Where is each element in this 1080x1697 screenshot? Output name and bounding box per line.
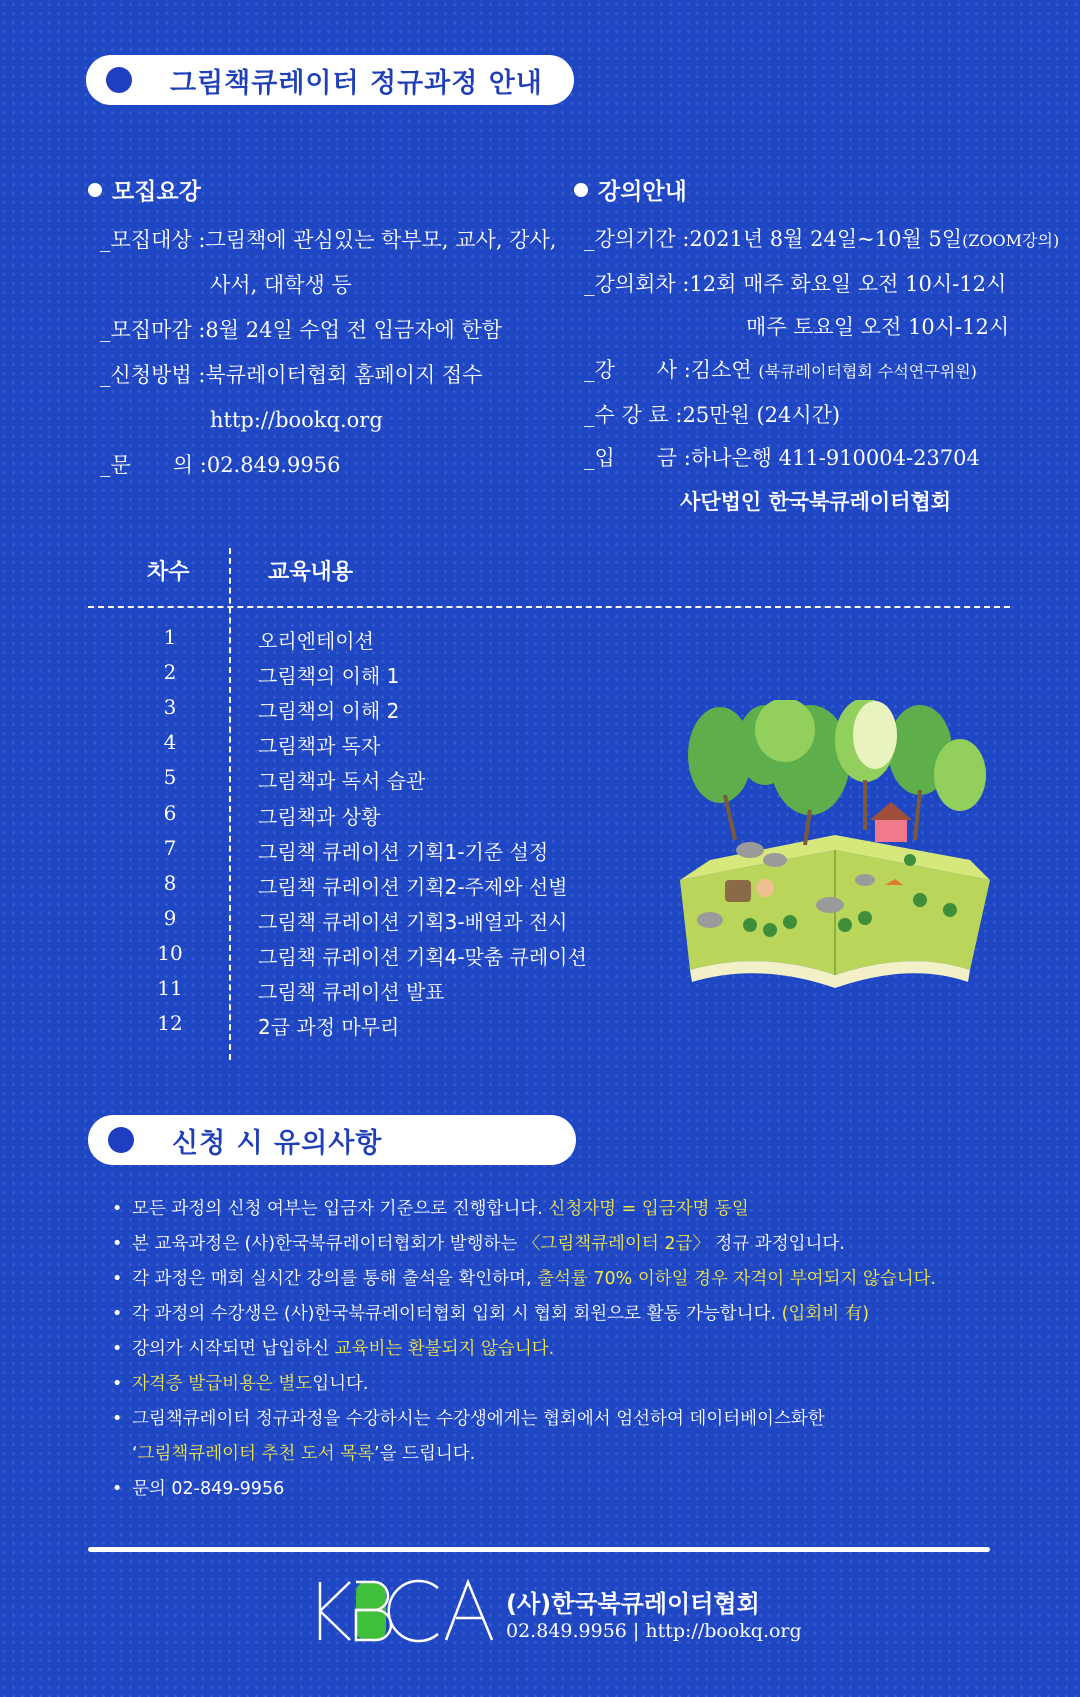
notice-title: 신청 시 유의사항 [172, 1127, 383, 1159]
course-title: 그림책 큐레이션 발표 [258, 980, 445, 1004]
bullet-icon: • [112, 1479, 123, 1499]
recruit-info [100, 218, 556, 488]
footer-contact[interactable]: 02.849.9956 | http://bookq.org [506, 1620, 802, 1642]
recruit-row: _모집마감 : 8월 24일 수업 전 입금자에 한함 [100, 318, 503, 342]
recruit-row: _모집대상 : 그림책에 관심있는 학부모, 교사, 강사, [100, 228, 557, 252]
footer-org-name: (사)한국북큐레이터협회 [506, 1590, 760, 1618]
col-header-content: 교육내용 [268, 560, 354, 585]
notice-item [112, 1405, 825, 1430]
col-header-num: 차수 [147, 560, 190, 585]
lecture-fee: _수 강 료 : 25만원 (24시간) [584, 403, 841, 427]
notice-highlight: (입회비 有) [781, 1304, 870, 1324]
course-title: 그림책과 독자 [258, 734, 381, 759]
course-number: 11 [157, 976, 183, 1000]
recruit-row [100, 398, 556, 443]
notice-banner [88, 1115, 576, 1165]
table-divider-horizontal [88, 606, 1010, 608]
course-number: 2 [163, 660, 177, 685]
lecture-heading-text: 강의안내 [598, 179, 687, 205]
bullet-dot-icon [108, 1127, 134, 1153]
notice-highlight: 신청자명 = 입금자명 동일 [548, 1199, 749, 1219]
course-number: 7 [163, 835, 177, 860]
notice-highlight: 그림책큐레이터 추천 도서 목록 [137, 1444, 375, 1464]
course-title: 그림책의 이해 2 [258, 699, 400, 724]
recruit-row: 사서, 대학생 등 [210, 273, 352, 297]
bullet-dot-icon [88, 183, 102, 197]
notice-item [112, 1475, 284, 1500]
lecture-sessions-2: 매주 토요일 오전 10시-12시 [746, 315, 1010, 339]
notice-highlight: 출석률 70% 이하일 경우 자격이 부여되지 않습니다. [537, 1269, 937, 1289]
recruit-row: _신청방법 : 북큐레이터협회 홈페이지 접수 [100, 363, 483, 387]
course-number: 12 [157, 1011, 183, 1036]
lecture-deposit-2: 사단법인 한국북큐레이터협회 [680, 489, 952, 514]
bullet-icon: • [112, 1374, 123, 1394]
notice-item [112, 1300, 869, 1325]
recruit-row: _문 의 : 02.849.9956 [100, 453, 341, 477]
lecture-instructor: _강 사 : 김소연 (북큐레이터협회 수석연구위원) [584, 358, 977, 382]
course-title: 그림책 큐레이션 기획3-배열과 전시 [258, 909, 568, 934]
notice-item [112, 1195, 749, 1220]
course-title: 그림책 큐레이션 기획2-주제와 선별 [258, 874, 568, 899]
title-banner [86, 55, 574, 105]
homepage-link[interactable]: http://bookq.org [210, 408, 383, 432]
course-title: 그림책과 독서 습관 [258, 769, 426, 794]
course-number: 10 [157, 940, 183, 965]
lecture-heading [574, 173, 687, 206]
table-divider-vertical [229, 548, 231, 1060]
course-title: 그림책과 상황 [258, 804, 381, 829]
bullet-icon: • [112, 1304, 123, 1324]
lecture-deposit: _입 금 : 하나은행 411-910004-23704 [584, 446, 980, 470]
notice-text: 문의 02-849-9956 [132, 1479, 285, 1499]
notice-item [112, 1230, 845, 1255]
bullet-icon: • [112, 1409, 123, 1429]
notice-highlight: 〈그림책큐레이터 2급〉 [522, 1234, 710, 1254]
course-number: 6 [163, 800, 177, 825]
notice-item [112, 1440, 475, 1465]
bullet-dot-icon [106, 67, 132, 93]
footer-divider [88, 1547, 990, 1552]
recruit-heading-text: 모집요강 [112, 179, 201, 205]
recruit-heading [88, 173, 201, 206]
notice-item [112, 1370, 368, 1395]
notice-text: 각 과정은 매회 실시간 강의를 통해 출석을 확인하며, [132, 1269, 538, 1289]
notice-text: 본 교육과정은 (사)한국북큐레이터협회가 발행하는 [132, 1234, 523, 1254]
notice-text: ‘ [132, 1444, 138, 1464]
course-number: 5 [163, 765, 177, 790]
notice-text: 각 과정의 수강생은 (사)한국북큐레이터협회 입회 시 협회 회원으로 활동 가능합니다. [132, 1304, 782, 1324]
course-number: 1 [163, 625, 177, 649]
course-title: 그림책 큐레이션 기획4-맞춤 큐레이션 [258, 944, 587, 969]
course-number: 3 [163, 695, 177, 720]
course-title: 오리엔테이션 [258, 629, 374, 653]
course-number: 8 [163, 870, 177, 895]
notice-tail: ’을 드립니다. [374, 1444, 476, 1464]
notice-tail: 정규 과정입니다. [709, 1234, 845, 1254]
bullet-icon: • [112, 1339, 123, 1359]
lecture-sessions: _강의회차 : 12회 매주 화요일 오전 10시-12시 [584, 272, 1007, 296]
lecture-info [584, 218, 1059, 523]
course-title: 2급 과정 마무리 [258, 1015, 400, 1040]
book-forest-illustration [670, 700, 1000, 990]
course-title: 그림책 큐레이션 기획1-기준 설정 [258, 839, 549, 864]
course-number: 9 [163, 905, 177, 930]
page-title: 그림책큐레이터 정규과정 안내 [170, 67, 543, 99]
course-title: 그림책의 이해 1 [258, 664, 400, 689]
notice-text: 그림책큐레이터 정규과정을 수강하시는 수강생에게는 협회에서 엄선하여 데이터베이스화한 [132, 1409, 825, 1429]
kbca-logo [316, 1578, 496, 1644]
bullet-icon: • [112, 1199, 123, 1219]
notice-item [112, 1335, 554, 1360]
notice-tail: 입니다. [312, 1374, 369, 1394]
notice-text: 강의가 시작되면 납입하신 [132, 1339, 335, 1359]
notice-text: 모든 과정의 신청 여부는 입금자 기준으로 진행합니다. [132, 1199, 549, 1219]
lecture-period: _강의기간 : 2021년 8월 24일~10월 5일 (ZOOM강의) [584, 227, 1060, 251]
bullet-icon: • [112, 1269, 123, 1289]
notice-item [112, 1265, 936, 1290]
bullet-icon: • [112, 1234, 123, 1254]
notice-highlight: 교육비는 환불되지 않습니다. [334, 1339, 555, 1359]
course-number: 4 [163, 730, 177, 755]
notice-highlight: 자격증 발급비용은 별도 [132, 1374, 313, 1394]
bullet-dot-icon [574, 183, 588, 197]
